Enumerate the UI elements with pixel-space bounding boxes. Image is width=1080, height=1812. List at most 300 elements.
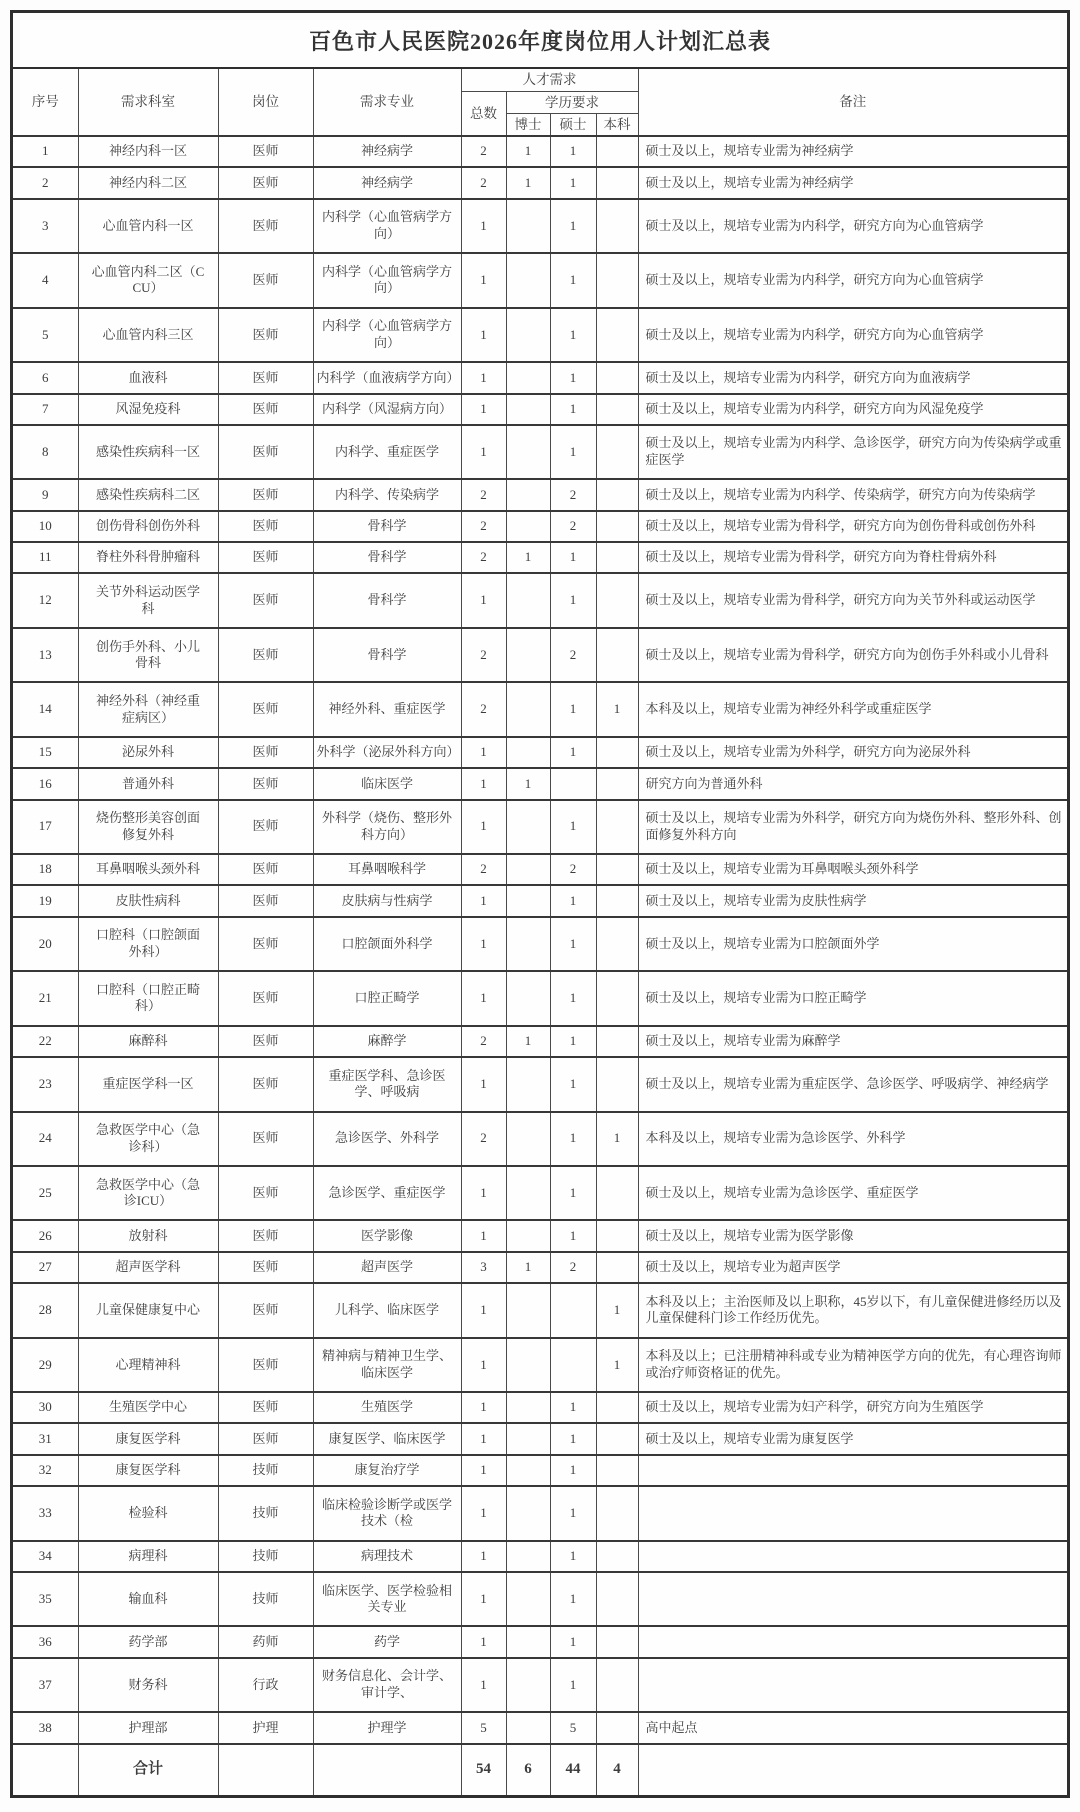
cell-position: 医师 (218, 682, 313, 736)
cell-remarks (638, 1541, 1067, 1572)
cell-index: 25 (13, 1166, 78, 1220)
cell-department: 心血管内科三区 (78, 308, 218, 362)
cell-remarks (638, 1626, 1067, 1657)
cell-department: 输血科 (78, 1572, 218, 1626)
cell-position: 医师 (218, 971, 313, 1025)
cell-position: 行政 (218, 1658, 313, 1712)
cell-remarks: 硕士及以上，规培专业需为内科学，研究方向为血液病学 (638, 362, 1067, 393)
cell-index: 31 (13, 1423, 78, 1454)
table-row (13, 1626, 1067, 1657)
cell-phd (506, 885, 550, 916)
table-frame (10, 10, 1070, 1798)
total-row (13, 1744, 1067, 1795)
cell-remarks: 硕士及以上，规培专业为超声医学 (638, 1252, 1067, 1283)
table-row (13, 394, 1067, 425)
cell-master: 1 (550, 917, 596, 971)
cell-department: 康复医学科 (78, 1455, 218, 1486)
cell-position: 医师 (218, 573, 313, 627)
table-row (13, 1541, 1067, 1572)
cell-phd: 1 (506, 542, 550, 573)
cell-phd (506, 971, 550, 1025)
table-body (13, 136, 1067, 1795)
cell-major: 康复医学、临床医学 (313, 1423, 461, 1454)
cell-index: 2 (13, 167, 78, 198)
cell-bachelor (596, 971, 638, 1025)
cell-major: 神经病学 (313, 136, 461, 167)
cell-position: 医师 (218, 800, 313, 854)
header-row-1 (13, 69, 1067, 91)
table-row (13, 854, 1067, 885)
cell-major: 生殖医学 (313, 1392, 461, 1423)
header-position: 岗位 (218, 69, 313, 136)
table-row (13, 1252, 1067, 1283)
cell-phd (506, 1658, 550, 1712)
cell-position (218, 1744, 313, 1795)
cell-index: 15 (13, 737, 78, 768)
cell-bachelor (596, 800, 638, 854)
cell-total: 2 (461, 167, 506, 198)
cell-bachelor (596, 1712, 638, 1744)
cell-major: 急诊医学、外科学 (313, 1112, 461, 1166)
cell-remarks: 本科及以上；主治医师及以上职称，45岁以下，有儿童保健进修经历以及儿童保健科门诊工作经历优先。 (638, 1283, 1067, 1337)
cell-department: 泌尿外科 (78, 737, 218, 768)
table-row (13, 1220, 1067, 1251)
cell-major: 临床检验诊断学或医学技术（检 (313, 1486, 461, 1540)
cell-index: 9 (13, 479, 78, 510)
table-row (13, 511, 1067, 542)
cell-index: 16 (13, 768, 78, 799)
cell-index: 18 (13, 854, 78, 885)
cell-position: 医师 (218, 1392, 313, 1423)
cell-department: 检验科 (78, 1486, 218, 1540)
cell-bachelor (596, 362, 638, 393)
cell-phd (506, 917, 550, 971)
cell-total: 1 (461, 737, 506, 768)
header-department: 需求科室 (78, 69, 218, 136)
cell-major: 内科学（心血管病学方向） (313, 308, 461, 362)
cell-major: 外科学（泌尿外科方向） (313, 737, 461, 768)
cell-remarks (638, 1744, 1067, 1795)
cell-major: 急诊医学、重症医学 (313, 1166, 461, 1220)
cell-index: 36 (13, 1626, 78, 1657)
cell-remarks: 硕士及以上，规培专业需为内科学，研究方向为心血管病学 (638, 199, 1067, 253)
cell-total: 1 (461, 885, 506, 916)
cell-major (313, 1744, 461, 1795)
cell-position: 医师 (218, 1220, 313, 1251)
cell-total: 1 (461, 800, 506, 854)
cell-position: 医师 (218, 885, 313, 916)
cell-major: 护理学 (313, 1712, 461, 1744)
cell-master: 1 (550, 971, 596, 1025)
cell-department: 放射科 (78, 1220, 218, 1251)
cell-index: 24 (13, 1112, 78, 1166)
cell-remarks: 硕士及以上，规培专业需为神经病学 (638, 136, 1067, 167)
cell-total: 2 (461, 854, 506, 885)
table-row (13, 308, 1067, 362)
table-row (13, 573, 1067, 627)
cell-bachelor (596, 1658, 638, 1712)
table-row (13, 1423, 1067, 1454)
cell-bachelor (596, 308, 638, 362)
cell-bachelor: 1 (596, 1112, 638, 1166)
cell-master: 1 (550, 308, 596, 362)
cell-bachelor (596, 425, 638, 479)
cell-position: 医师 (218, 253, 313, 307)
cell-major: 神经病学 (313, 167, 461, 198)
cell-position: 技师 (218, 1455, 313, 1486)
table-row (13, 542, 1067, 573)
cell-phd (506, 1572, 550, 1626)
cell-department: 耳鼻咽喉头颈外科 (78, 854, 218, 885)
cell-total: 1 (461, 394, 506, 425)
cell-bachelor (596, 1392, 638, 1423)
cell-total: 2 (461, 136, 506, 167)
table-row (13, 1712, 1067, 1744)
cell-total: 1 (461, 1338, 506, 1392)
cell-index: 3 (13, 199, 78, 253)
cell-index: 8 (13, 425, 78, 479)
cell-remarks: 硕士及以上，规培专业需为内科学、传染病学，研究方向为传染病学 (638, 479, 1067, 510)
cell-index: 29 (13, 1338, 78, 1392)
cell-bachelor (596, 885, 638, 916)
cell-department: 口腔科（口腔颌面外科） (78, 917, 218, 971)
cell-bachelor: 1 (596, 1283, 638, 1337)
cell-bachelor (596, 628, 638, 682)
cell-phd (506, 1112, 550, 1166)
cell-bachelor (596, 1541, 638, 1572)
cell-total: 2 (461, 542, 506, 573)
cell-department: 普通外科 (78, 768, 218, 799)
cell-phd (506, 854, 550, 885)
cell-position: 医师 (218, 479, 313, 510)
table-row (13, 425, 1067, 479)
table-row (13, 628, 1067, 682)
cell-position: 医师 (218, 1283, 313, 1337)
cell-remarks (638, 1455, 1067, 1486)
cell-major: 医学影像 (313, 1220, 461, 1251)
cell-phd (506, 1541, 550, 1572)
cell-major: 财务信息化、会计学、审计学、 (313, 1658, 461, 1712)
cell-major: 神经外科、重症医学 (313, 682, 461, 736)
cell-index: 13 (13, 628, 78, 682)
cell-total: 1 (461, 253, 506, 307)
cell-total: 1 (461, 1423, 506, 1454)
cell-department: 创伤骨科创伤外科 (78, 511, 218, 542)
cell-index: 11 (13, 542, 78, 573)
cell-major: 皮肤病与性病学 (313, 885, 461, 916)
cell-position: 医师 (218, 167, 313, 198)
cell-master: 1 (550, 362, 596, 393)
cell-index: 32 (13, 1455, 78, 1486)
cell-index: 1 (13, 136, 78, 167)
cell-bachelor (596, 167, 638, 198)
table-row (13, 885, 1067, 916)
cell-total: 1 (461, 1658, 506, 1712)
cell-bachelor (596, 854, 638, 885)
table-row (13, 136, 1067, 167)
cell-phd: 1 (506, 1252, 550, 1283)
cell-master: 1 (550, 1392, 596, 1423)
cell-phd (506, 479, 550, 510)
cell-department: 创伤手外科、小儿骨科 (78, 628, 218, 682)
header-major: 需求专业 (313, 69, 461, 136)
cell-total: 1 (461, 308, 506, 362)
cell-position: 技师 (218, 1541, 313, 1572)
cell-department: 重症医学科一区 (78, 1057, 218, 1111)
cell-bachelor (596, 573, 638, 627)
cell-phd (506, 1392, 550, 1423)
cell-department: 皮肤性病科 (78, 885, 218, 916)
cell-phd (506, 1166, 550, 1220)
cell-master: 1 (550, 167, 596, 198)
cell-position: 医师 (218, 1166, 313, 1220)
cell-remarks: 硕士及以上，规培专业需为耳鼻咽喉头颈外科学 (638, 854, 1067, 885)
cell-master: 1 (550, 1057, 596, 1111)
cell-position: 医师 (218, 737, 313, 768)
cell-major: 骨科学 (313, 573, 461, 627)
document-title: 百色市人民医院2026年度岗位用人计划汇总表 (13, 13, 1067, 69)
cell-major: 骨科学 (313, 628, 461, 682)
cell-index: 12 (13, 573, 78, 627)
cell-bachelor: 1 (596, 682, 638, 736)
cell-index: 34 (13, 1541, 78, 1572)
cell-position: 医师 (218, 854, 313, 885)
cell-total: 2 (461, 628, 506, 682)
cell-master: 1 (550, 1166, 596, 1220)
cell-department: 血液科 (78, 362, 218, 393)
cell-phd (506, 308, 550, 362)
cell-phd: 6 (506, 1744, 550, 1795)
cell-master: 1 (550, 542, 596, 573)
cell-phd (506, 253, 550, 307)
table-row (13, 362, 1067, 393)
cell-major: 重症医学科、急诊医学、呼吸病 (313, 1057, 461, 1111)
cell-department: 急救医学中心（急诊ICU） (78, 1166, 218, 1220)
cell-department: 烧伤整形美容创面修复外科 (78, 800, 218, 854)
cell-total: 1 (461, 768, 506, 799)
cell-position: 医师 (218, 1252, 313, 1283)
cell-bachelor (596, 199, 638, 253)
cell-department: 神经内科二区 (78, 167, 218, 198)
header-master: 硕士 (550, 113, 596, 136)
cell-total: 2 (461, 511, 506, 542)
cell-phd: 1 (506, 136, 550, 167)
table-row (13, 253, 1067, 307)
cell-major: 内科学（心血管病学方向） (313, 199, 461, 253)
cell-phd (506, 573, 550, 627)
cell-department: 护理部 (78, 1712, 218, 1744)
cell-total: 5 (461, 1712, 506, 1744)
cell-index: 27 (13, 1252, 78, 1283)
cell-remarks (638, 1572, 1067, 1626)
cell-bachelor (596, 542, 638, 573)
cell-department: 超声医学科 (78, 1252, 218, 1283)
cell-phd: 1 (506, 167, 550, 198)
cell-index: 19 (13, 885, 78, 916)
cell-master: 1 (550, 1112, 596, 1166)
cell-department: 生殖医学中心 (78, 1392, 218, 1423)
cell-major: 内科学（血液病学方向） (313, 362, 461, 393)
cell-remarks: 本科及以上；已注册精神科或专业为精神医学方向的优先，有心理咨询师或治疗师资格证的优先。 (638, 1338, 1067, 1392)
cell-department: 神经外科（神经重症病区） (78, 682, 218, 736)
cell-index: 30 (13, 1392, 78, 1423)
cell-remarks (638, 1486, 1067, 1540)
cell-index: 37 (13, 1658, 78, 1712)
cell-total: 2 (461, 682, 506, 736)
cell-department: 感染性疾病科二区 (78, 479, 218, 510)
cell-bachelor (596, 737, 638, 768)
table-row (13, 1455, 1067, 1486)
cell-bachelor (596, 253, 638, 307)
cell-index (13, 1744, 78, 1795)
cell-bachelor: 1 (596, 1338, 638, 1392)
cell-major: 口腔颌面外科学 (313, 917, 461, 971)
cell-phd (506, 800, 550, 854)
cell-index: 28 (13, 1283, 78, 1337)
cell-index: 6 (13, 362, 78, 393)
cell-position: 医师 (218, 362, 313, 393)
cell-total: 1 (461, 971, 506, 1025)
cell-bachelor (596, 1455, 638, 1486)
cell-position: 医师 (218, 1057, 313, 1111)
cell-position: 药师 (218, 1626, 313, 1657)
cell-index: 21 (13, 971, 78, 1025)
cell-position: 技师 (218, 1572, 313, 1626)
header-bachelor: 本科 (596, 113, 638, 136)
cell-total: 1 (461, 1486, 506, 1540)
table-row (13, 1026, 1067, 1057)
cell-index: 14 (13, 682, 78, 736)
table-row (13, 917, 1067, 971)
cell-bachelor (596, 1486, 638, 1540)
cell-major: 康复治疗学 (313, 1455, 461, 1486)
cell-position: 医师 (218, 308, 313, 362)
cell-position: 医师 (218, 1338, 313, 1392)
cell-remarks (638, 1658, 1067, 1712)
cell-remarks: 硕士及以上，规培专业需为骨科学，研究方向为创伤手外科或小儿骨科 (638, 628, 1067, 682)
cell-index: 33 (13, 1486, 78, 1540)
table-row (13, 800, 1067, 854)
cell-major: 药学 (313, 1626, 461, 1657)
cell-department: 儿童保健康复中心 (78, 1283, 218, 1337)
cell-master: 1 (550, 1026, 596, 1057)
cell-master: 1 (550, 199, 596, 253)
cell-phd (506, 1220, 550, 1251)
cell-department: 财务科 (78, 1658, 218, 1712)
table-row (13, 1283, 1067, 1337)
cell-total: 54 (461, 1744, 506, 1795)
cell-remarks: 硕士及以上，规培专业需为皮肤性病学 (638, 885, 1067, 916)
cell-index: 4 (13, 253, 78, 307)
cell-index: 7 (13, 394, 78, 425)
cell-master: 1 (550, 1572, 596, 1626)
cell-phd (506, 1338, 550, 1392)
cell-total: 1 (461, 1572, 506, 1626)
cell-master: 1 (550, 1220, 596, 1251)
cell-major: 精神病与精神卫生学、临床医学 (313, 1338, 461, 1392)
cell-bachelor (596, 768, 638, 799)
cell-phd (506, 394, 550, 425)
cell-position: 医师 (218, 394, 313, 425)
cell-phd: 1 (506, 768, 550, 799)
cell-phd (506, 628, 550, 682)
cell-phd (506, 1423, 550, 1454)
cell-major: 病理技术 (313, 1541, 461, 1572)
cell-department: 合计 (78, 1744, 218, 1795)
cell-remarks: 硕士及以上，规培专业需为妇产科学，研究方向为生殖医学 (638, 1392, 1067, 1423)
cell-phd (506, 1455, 550, 1486)
cell-remarks: 硕士及以上，规培专业需为外科学，研究方向为烧伤外科、整形外科、创面修复外科方向 (638, 800, 1067, 854)
cell-total: 2 (461, 1112, 506, 1166)
cell-department: 心血管内科一区 (78, 199, 218, 253)
cell-remarks: 本科及以上，规培专业需为神经外科学或重症医学 (638, 682, 1067, 736)
cell-remarks: 硕士及以上，规培专业需为骨科学，研究方向为关节外科或运动医学 (638, 573, 1067, 627)
cell-master (550, 768, 596, 799)
cell-remarks: 硕士及以上，规培专业需为内科学，研究方向为心血管病学 (638, 253, 1067, 307)
cell-department: 脊柱外科骨肿瘤科 (78, 542, 218, 573)
cell-remarks: 硕士及以上，规培专业需为医学影像 (638, 1220, 1067, 1251)
cell-bachelor (596, 1220, 638, 1251)
table-row (13, 1057, 1067, 1111)
cell-master: 44 (550, 1744, 596, 1795)
table-row (13, 768, 1067, 799)
cell-master: 1 (550, 1486, 596, 1540)
table-row (13, 1486, 1067, 1540)
cell-bachelor (596, 1572, 638, 1626)
cell-total: 1 (461, 1166, 506, 1220)
cell-index: 5 (13, 308, 78, 362)
cell-remarks: 硕士及以上，规培专业需为骨科学，研究方向为脊柱骨病外科 (638, 542, 1067, 573)
cell-bachelor (596, 511, 638, 542)
cell-master: 2 (550, 628, 596, 682)
cell-major: 外科学（烧伤、整形外科方向） (313, 800, 461, 854)
cell-remarks: 硕士及以上，规培专业需为麻醉学 (638, 1026, 1067, 1057)
cell-phd (506, 682, 550, 736)
cell-major: 临床医学、医学检验相关专业 (313, 1572, 461, 1626)
cell-department: 口腔科（口腔正畸科） (78, 971, 218, 1025)
cell-total: 2 (461, 479, 506, 510)
table-row (13, 1572, 1067, 1626)
cell-remarks: 硕士及以上，规培专业需为骨科学，研究方向为创伤骨科或创伤外科 (638, 511, 1067, 542)
cell-remarks: 硕士及以上，规培专业需为神经病学 (638, 167, 1067, 198)
cell-department: 急救医学中心（急诊科） (78, 1112, 218, 1166)
cell-bachelor (596, 136, 638, 167)
cell-major: 内科学（心血管病学方向） (313, 253, 461, 307)
cell-phd (506, 362, 550, 393)
cell-position: 医师 (218, 1112, 313, 1166)
cell-index: 38 (13, 1712, 78, 1744)
cell-master: 1 (550, 1541, 596, 1572)
cell-position: 医师 (218, 425, 313, 479)
cell-remarks: 硕士及以上，规培专业需为内科学，研究方向为风湿免疫学 (638, 394, 1067, 425)
table-row (13, 1392, 1067, 1423)
cell-department: 感染性疾病科一区 (78, 425, 218, 479)
cell-department: 药学部 (78, 1626, 218, 1657)
table-row (13, 1658, 1067, 1712)
cell-bachelor (596, 917, 638, 971)
cell-master: 1 (550, 573, 596, 627)
cell-total: 1 (461, 425, 506, 479)
cell-master: 1 (550, 1455, 596, 1486)
cell-master: 1 (550, 1423, 596, 1454)
cell-index: 35 (13, 1572, 78, 1626)
cell-position: 医师 (218, 1423, 313, 1454)
cell-phd: 1 (506, 1026, 550, 1057)
cell-master: 2 (550, 1252, 596, 1283)
header-demand-group: 人才需求 (461, 69, 638, 91)
cell-major: 儿科学、临床医学 (313, 1283, 461, 1337)
cell-master: 1 (550, 800, 596, 854)
